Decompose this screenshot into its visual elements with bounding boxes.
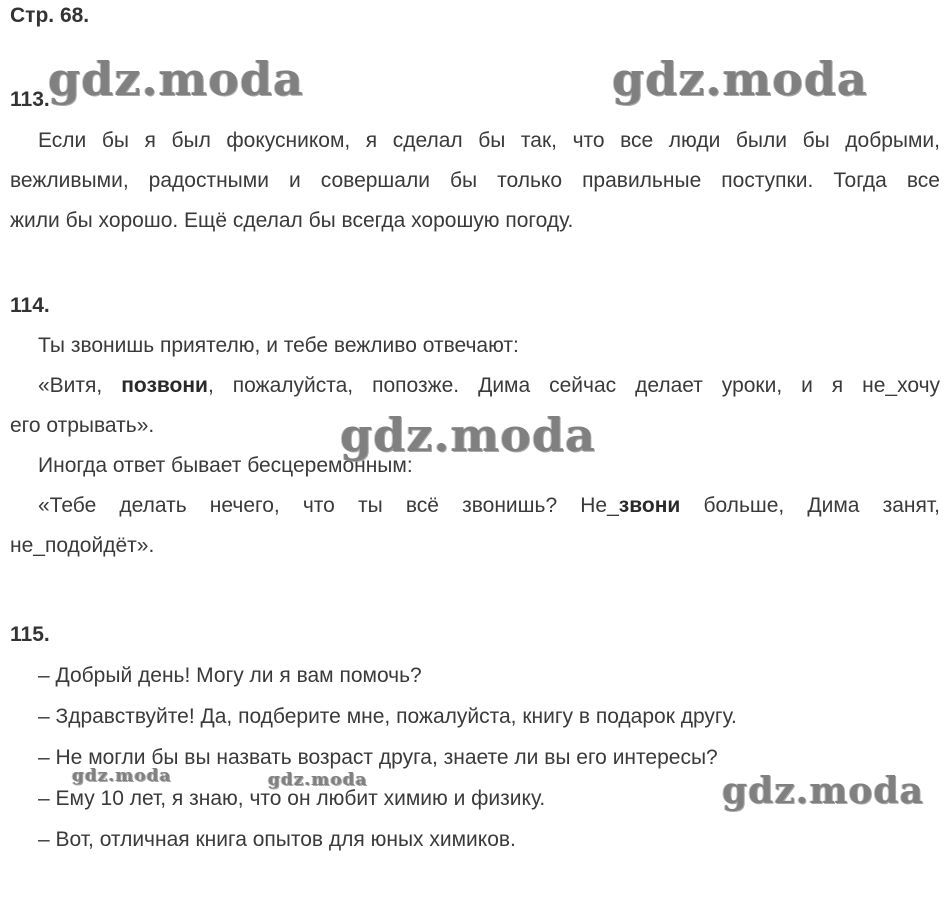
task-113-line-3: жили бы хорошо. Ещё сделал бы всегда хорошую погоду. <box>10 209 574 232</box>
task-114-line-5 <box>10 486 940 526</box>
task-114-line-2-start: «Витя, <box>38 374 122 397</box>
task-114-line-5-start: «Тебе делать нечего, что ты всё звонишь? Не_ <box>38 494 619 517</box>
dialog-line-5: – Вот, отличная книга опытов для юных химиков. <box>38 828 516 851</box>
watermark-logo: gdz.moda <box>340 408 596 462</box>
task-113-line-1: Если бы я был фокусником, я сделал бы так, что все люди были бы добрыми, <box>38 129 940 152</box>
task-114-line-2 <box>10 366 940 406</box>
watermark-logo: gdz.moda <box>48 52 304 106</box>
dialog-line-3: – Не могли бы вы назвать возраст друга, знаете ли вы его интересы? <box>38 746 718 769</box>
watermark-logo: gdz.moda <box>722 770 924 812</box>
task-114-line-1: Ты звонишь приятелю, и тебе вежливо отвечают: <box>38 334 519 357</box>
task-115-number: 115. <box>10 623 50 646</box>
task-115-dialog <box>38 655 938 860</box>
watermark-logo: gdz.moda <box>72 766 172 786</box>
task-113-line-2: вежливыми, радостными и совершали бы только правильные поступки. Тогда все <box>10 169 940 192</box>
dialog-line-1: – Добрый день! Могу ли я вам помочь? <box>38 664 422 687</box>
task-113-text <box>10 121 940 241</box>
task-114-line-5-end: больше, Дима занят, <box>680 494 940 517</box>
task-114-line-4: Иногда ответ бывает бесцеремонным: <box>38 454 413 477</box>
task-114-bold-zvoni: звони <box>618 494 681 517</box>
task-114-bold-pozvoni: позвони <box>121 374 208 397</box>
dialog-line-4: – Ему 10 лет, я знаю, что он любит химию и физику. <box>38 787 546 810</box>
task-113-number: 113. <box>10 88 50 111</box>
page-header: Стр. 68. <box>10 4 90 27</box>
watermark-logo: gdz.moda <box>612 52 868 106</box>
task-114-line-6: не_подойдёт». <box>10 534 155 557</box>
dialog-line-2: – Здравствуйте! Да, подберите мне, пожалуйста, книгу в подарок другу. <box>38 705 737 728</box>
task-114-line-2-end: , пожалуйста, попозже. Дима сейчас делает уроки, и я не_хочу <box>207 374 941 397</box>
task-114-number: 114. <box>10 294 50 317</box>
task-114-line-3: его отрывать». <box>10 414 155 437</box>
watermark-logo: gdz.moda <box>268 770 368 790</box>
